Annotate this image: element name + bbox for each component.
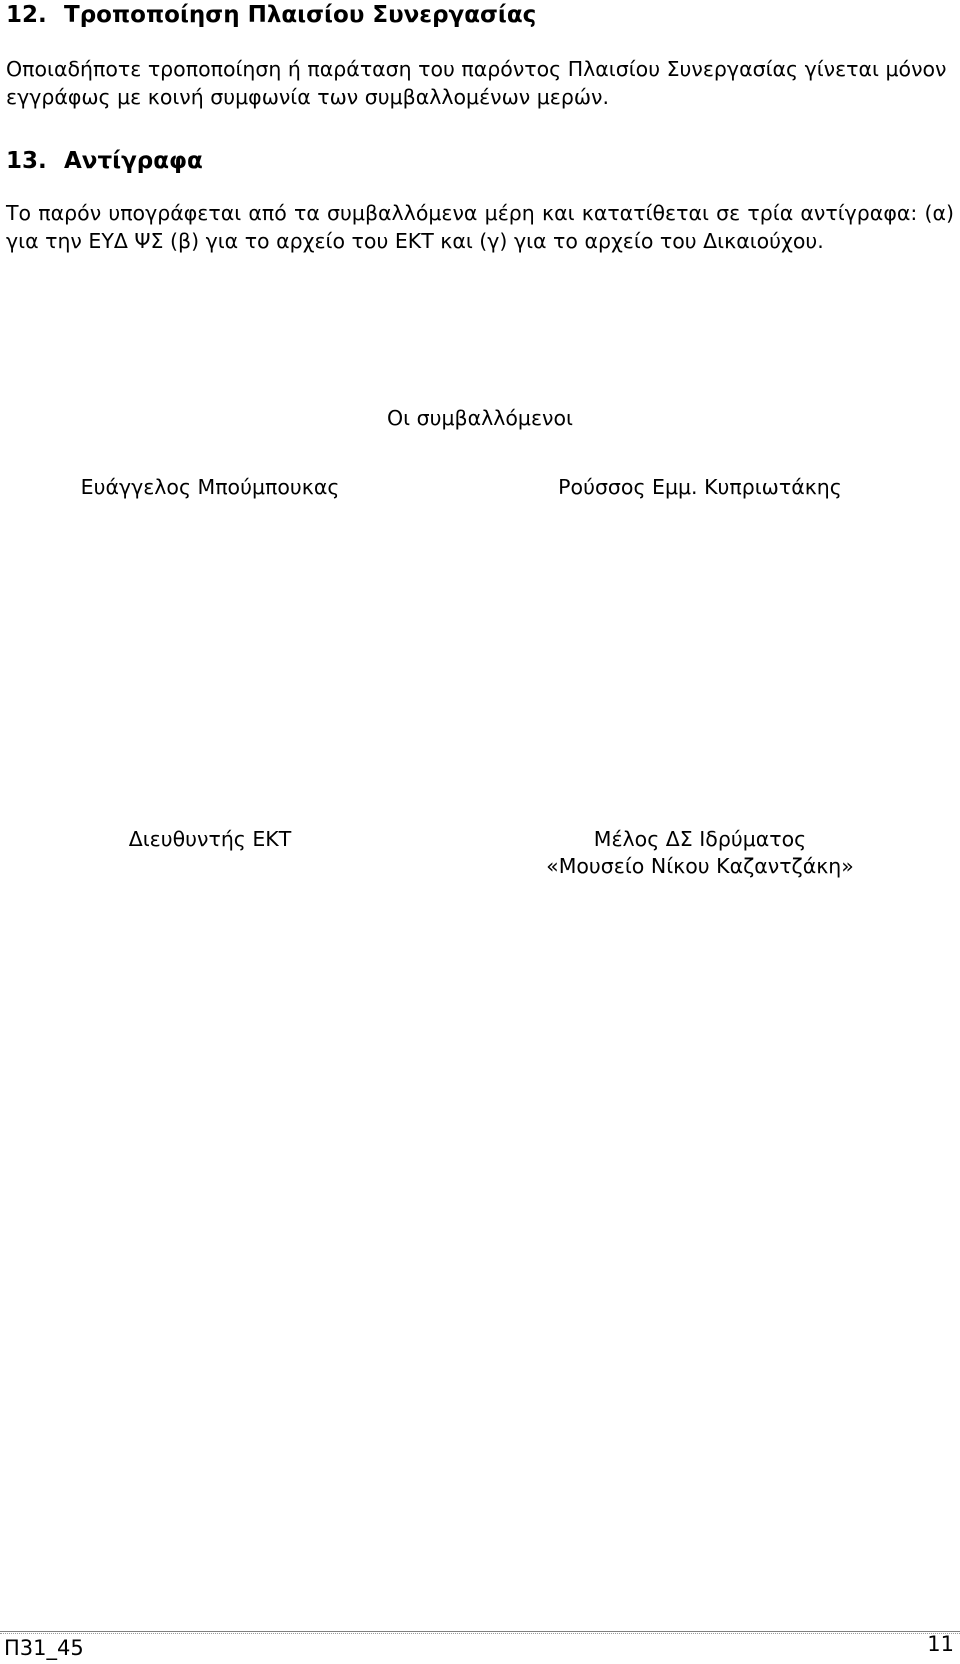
- section-13-paragraph: Το παρόν υπογράφεται από τα συμβαλλόμενα μέρη και κατατίθεται σε τρία αντίγραφα: (α) για την ΕΥΔ ΨΣ (β) για το αρχείο του ΕΚΤ και (γ) για το αρχείο του Δικαιούχου.: [6, 201, 954, 253]
- signatory-right-role-line1: Μέλος ΔΣ Ιδρύματος: [593, 827, 807, 851]
- signatory-left-name: Ευάγγελος Μπούμπουκας: [80, 475, 340, 499]
- section-13-number: 13.: [6, 148, 47, 174]
- section-12-number: 12.: [6, 2, 47, 28]
- footer-document-code: Π31_45: [4, 1636, 84, 1660]
- section-13-title: Αντίγραφα: [64, 148, 203, 174]
- footer-divider: [0, 1631, 960, 1632]
- section-12-paragraph: Οποιαδήποτε τροποποίηση ή παράταση του παρόντος Πλαισίου Συνεργασίας γίνεται μόνον εγγράφως με κοινή συμφωνία των συμβαλλομένων μερών.: [6, 57, 947, 109]
- footer-page-number: 11: [927, 1632, 954, 1656]
- section-13-heading: [6, 146, 203, 176]
- signatures-heading: Οι συμβαλλόμενοι: [387, 406, 573, 430]
- section-12-title: Τροποποίηση Πλαισίου Συνεργασίας: [64, 2, 537, 28]
- signatory-right-role-line2: «Μουσείο Νίκου Καζαντζάκη»: [546, 854, 854, 878]
- section-12-heading: [6, 0, 536, 30]
- footer-divider-dotted: [0, 1633, 960, 1634]
- signatory-left-role: Διευθυντής ΕΚΤ: [128, 827, 292, 851]
- signatory-right-name: Ρούσσος Εμμ. Κυπριωτάκης: [558, 475, 842, 499]
